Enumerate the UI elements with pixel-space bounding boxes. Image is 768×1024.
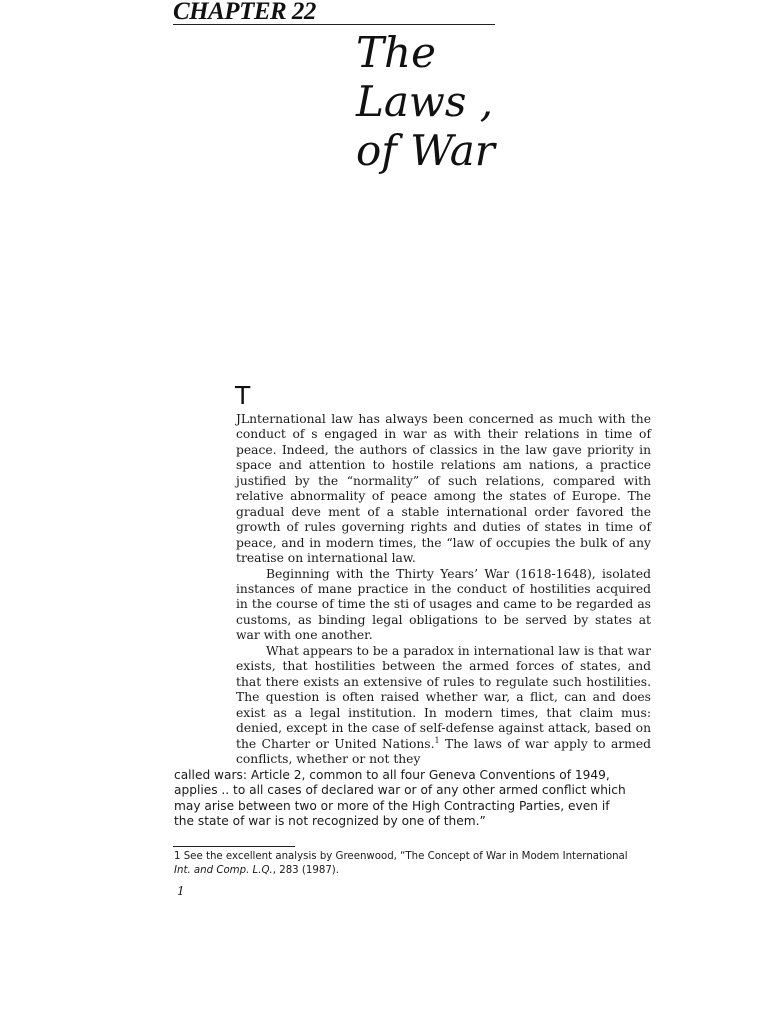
body-text	[236, 412, 651, 767]
drop-cap: T	[235, 381, 251, 410]
chapter-title-line-3: of War	[356, 126, 495, 175]
chapter-label: CHAPTER 22	[173, 0, 316, 25]
chapter-title-line-1: The	[356, 28, 436, 77]
paragraph-2: Beginning with the Thirty Years’ War (1618-1648), isolated instances of mane practice in the conduct of hostilities acquired in the course of time the sti of usages and came to be regarded as customs, as binding legal obligations to be served by states at war with one another.	[236, 566, 651, 643]
continued-line-2: applies .. to all cases of declared war or of any other armed conflict which	[174, 783, 626, 798]
footnote	[174, 850, 674, 877]
continued-line-3: may arise between two or more of the High Contracting Parties, even if	[174, 798, 610, 813]
chapter-heading	[173, 0, 495, 25]
footnote-line-2	[174, 864, 674, 878]
chapter-title	[356, 28, 546, 175]
footnote-reference: 1	[434, 735, 440, 745]
paragraph-3	[236, 644, 651, 768]
continued-line-1: called wars: Article 2, common to all four Geneva Conventions of 1949,	[174, 768, 610, 782]
paragraph-3-tail: The laws of war apply to armed conflicts, whether or not they	[236, 736, 651, 766]
paragraph-3-main: What appears to be a paradox in international law is that war exists, that hostilities between the armed forces of states, and that there exists an extensive of rules to regulate such hostilities. The question is often raised whether war, a flict, can and does exist as a legal institution. In modern times, that claim mus: denied, except in the case of self-defense against attack, based on the Charter or United Nations.	[236, 643, 651, 751]
continued-line-4: the state of war is not recognized by one of them.”	[174, 814, 486, 829]
continued-text	[174, 768, 654, 830]
footnote-rule	[173, 846, 295, 847]
page-number: 1	[177, 884, 185, 898]
chapter-title-line-2: Laws ,	[356, 77, 494, 126]
footnote-journal: Int. and Comp. L.Q.	[174, 864, 273, 876]
footnote-line-1: 1 See the excellent analysis by Greenwood, “The Concept of War in Modem International	[174, 851, 628, 862]
paragraph-1: JLnternational law has always been concerned as much with the conduct of s engaged in war as with their relations in time of peace. Indeed, the authors of classics in the law gave priority in space and attention to hostile relations am nations, a practice justified by the “normality” of such relations, compared with relative abnormality of peace among the states of Europe. The gradual deve ment of a stable international order favored the growth of rules governing rights and duties of states in time of peace, and in modern times, the “law of occupies the bulk of any treatise on international law.	[236, 412, 651, 566]
footnote-citation: , 283 (1987).	[272, 864, 340, 876]
